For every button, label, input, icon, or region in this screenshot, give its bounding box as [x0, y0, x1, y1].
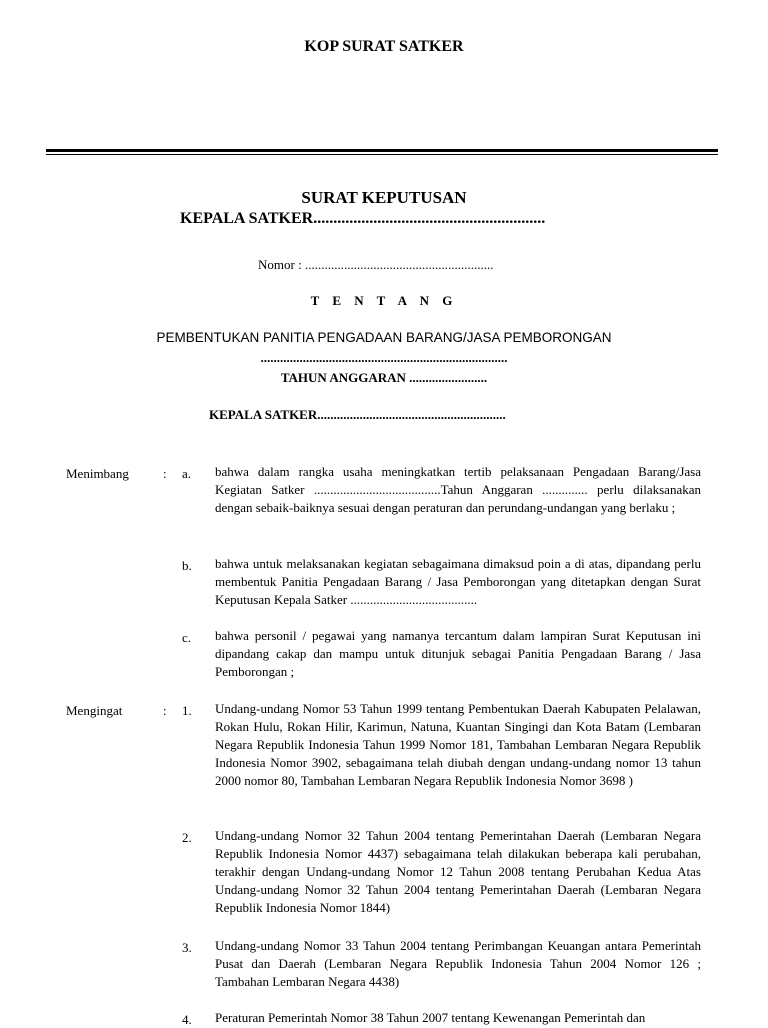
- item-marker: c.: [182, 630, 192, 645]
- letterhead-divider-thick: [46, 149, 718, 152]
- legal-basis-item: Undang-undang Nomor 33 Tahun 2004 tentang Perimbangan Keuangan antara Pemerintah Pusat dan Daerah (Lembaran Negara Republik Indonesia Tahun 2004 Nomor 126 ; Tambahan Lembaran Negara 4438): [215, 938, 701, 989]
- subject-dots: ............................................................................: [260, 350, 508, 365]
- item-marker: 2.: [182, 830, 192, 845]
- section-label-mengingat: Mengingat: [66, 703, 123, 718]
- subject-line: PEMBENTUKAN PANITIA PENGADAAN BARANG/JASA PEMBORONGAN: [156, 330, 612, 345]
- item-marker: 3.: [182, 940, 192, 955]
- consideration-item: bahwa untuk melaksanakan kegiatan sebagaimana dimaksud poin a di atas, dipandang perlu membentuk Panitia Pengadaan Barang / Jasa Pemborongan yang ditetapkan dengan Surat Keputusan Kepala Satker .......................................: [215, 556, 701, 607]
- item-marker: a.: [182, 466, 192, 481]
- legal-basis-item: Undang-undang Nomor 53 Tahun 1999 tentang Pembentukan Daerah Kabupaten Pelalawan, Rokan Hulu, Rokan Hilir, Karimun, Natuna, Kuantan Singingi dan Kota Batam (Lembaran Negara Republik Indonesia Tahun 1999 Nomor 181, Tambahan Lembaran Negara Republik Indonesia Nomor 3902, sebagaimana telah diubah dengan undang-undang nomor 13 tahun 2000 nomor 80, Tambahan Lembaran Negara Republik Indonesia Nomor 3698 ): [215, 701, 701, 788]
- document-subtitle: KEPALA SATKER..........................................................: [180, 210, 546, 227]
- item-marker: 4.: [182, 1012, 192, 1027]
- document-number: Nomor : ..........................................................: [258, 257, 494, 272]
- item-marker: b.: [182, 558, 192, 573]
- section-colon: :: [163, 703, 167, 718]
- tentang-heading: T E N T A N G: [310, 293, 458, 308]
- legal-basis-item: Peraturan Pemerintah Nomor 38 Tahun 2007 tentang Kewenangan Pemerintah dan: [215, 1010, 646, 1025]
- section-label-menimbang: Menimbang: [66, 466, 129, 481]
- letterhead-title: KOP SURAT SATKER: [304, 38, 464, 55]
- section-colon: :: [163, 466, 167, 481]
- consideration-item: bahwa personil / pegawai yang namanya tercantum dalam lampiran Surat Keputusan ini dipandang cakap dan mampu untuk ditunjuk sebagai Panitia Pengadaan Barang / Jasa Pemborongan ;: [215, 628, 701, 679]
- consideration-item: bahwa dalam rangka usaha meningkatkan tertib pelaksanaan Pengadaan Barang/Jasa Kegiatan Satker .......................................Tahun Anggaran .............. perlu dilaksanakan dengan sebaik-baiknya sesuai dengan peraturan dan perundang-undangan yang berlaku ;: [215, 464, 701, 515]
- letterhead-divider-thin: [46, 154, 718, 155]
- item-marker: 1.: [182, 703, 192, 718]
- fiscal-year-line: TAHUN ANGGARAN ........................: [280, 370, 488, 385]
- document-title: SURAT KEPUTUSAN: [301, 188, 467, 207]
- legal-basis-item: Undang-undang Nomor 32 Tahun 2004 tentang Pemerintahan Daerah (Lembaran Negara Republik Indonesia Nomor 4437) sebagaimana telah dilakukan beberapa kali perubahan, terakhir dengan Undang-undang Nomor 12 Tahun 2008 tentang Perubahan Kedua Atas Undang-undang Nomor 32 Tahun 2004 tentang Pemerintahan Daerah (Lembaran Negara Republik Indonesia Nomor 1844): [215, 828, 701, 915]
- issuer-line: KEPALA SATKER..........................................................: [209, 407, 506, 422]
